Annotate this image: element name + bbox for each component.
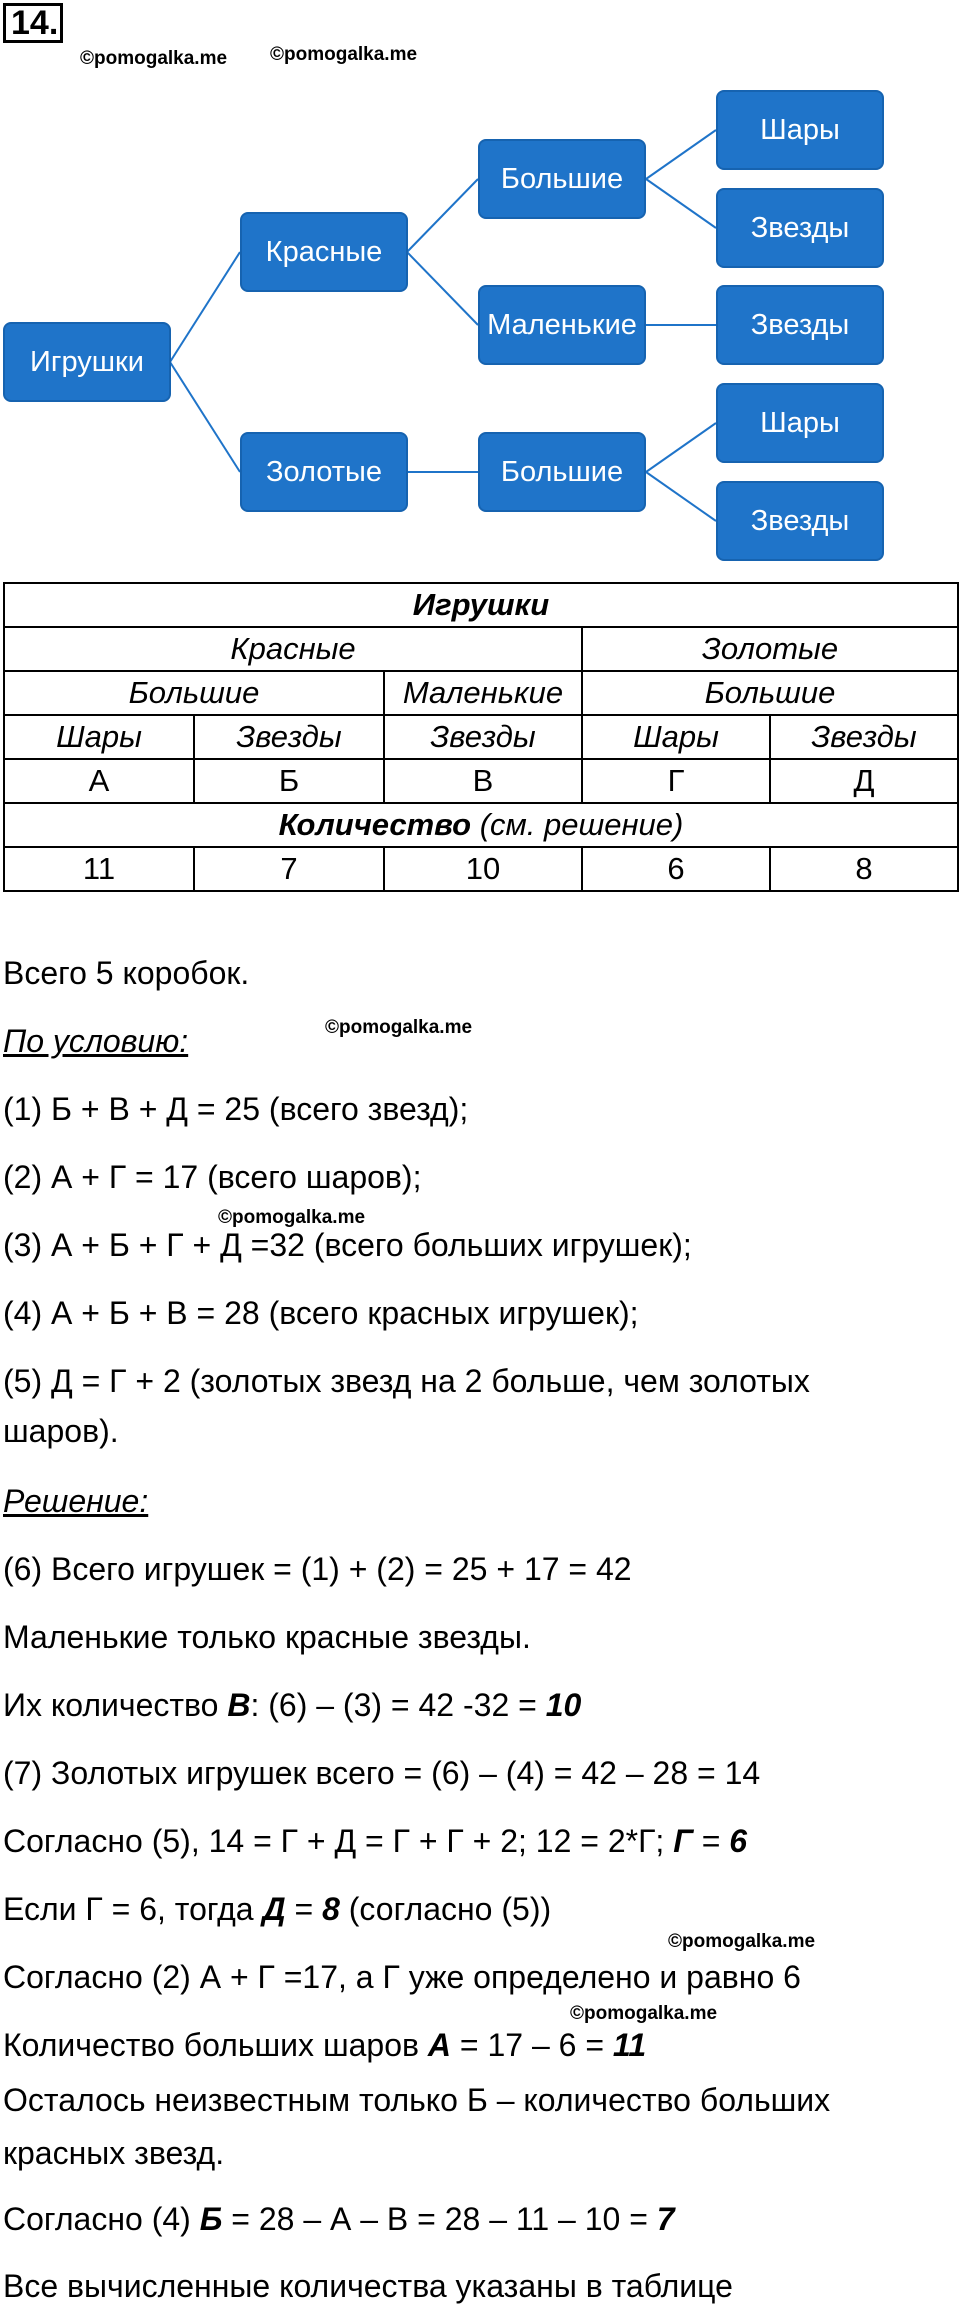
solution-b-val: 7 (656, 2201, 675, 2237)
table-header-big: Большие (4, 671, 384, 715)
condition-5b: шаров). (3, 1413, 119, 1449)
condition-5a: (5) Д = Г + 2 (золотых звезд на 2 больше, чем золотых (3, 1363, 810, 1399)
solution-b-line2: красных звезд. (3, 2135, 225, 2171)
toy-table (3, 582, 959, 892)
solution-heading: Решение: (3, 1483, 149, 1519)
table-header-gold: Золотые (582, 627, 958, 671)
table-kind: Звезды (770, 715, 958, 759)
table-kind: Шары (582, 715, 770, 759)
solution-d (3, 1889, 551, 1929)
solution-d-post: (согласно (5)) (339, 1891, 552, 1927)
tree-leaf: Звезды (716, 481, 884, 561)
table-header-big-gold: Большие (582, 671, 958, 715)
tree-leaf: Шары (716, 383, 884, 463)
condition-2: (2) А + Г = 17 (всего шаров); (3, 1159, 422, 1195)
text-total: Всего 5 коробок. (3, 955, 250, 991)
table-letter: Г (582, 759, 770, 803)
tree-leaf: Звезды (716, 285, 884, 365)
solution-a-mid: = 17 – 6 = (451, 2027, 613, 2063)
tree-node-red: Красные (240, 212, 408, 292)
solution-v (3, 1685, 581, 1725)
watermark: ©pomogalka.me (570, 2003, 718, 2024)
solution-small: Маленькие только красные звезды. (3, 1619, 531, 1655)
solution-7: (7) Золотых игрушек всего = (6) – (4) = 42 – 28 = 14 (3, 1755, 761, 1791)
tree-node-red-big: Большие (478, 139, 646, 219)
solution-a-line: Согласно (2) А + Г =17, а Г уже определено и равно 6 (3, 1959, 801, 1995)
solution-g-eq: = (692, 1823, 730, 1859)
tree-node-gold-big: Большие (478, 432, 646, 512)
table-kind: Шары (4, 715, 194, 759)
table-letter: Б (194, 759, 384, 803)
tree-node-root: Игрушки (3, 322, 171, 402)
solution-b-mid: = 28 – А – В = 28 – 11 – 10 = (222, 2201, 657, 2237)
solution-g (3, 1821, 747, 1861)
solution-v-mid: : (6) – (3) = 42 -32 = (250, 1687, 546, 1723)
table-letter: Д (770, 759, 958, 803)
solution-g-pre: Согласно (5), 14 = Г + Д = Г + Г + 2; 12 = 2*Г; (3, 1823, 674, 1859)
solution-g-val: 6 (729, 1823, 748, 1859)
table-header-small: Маленькие (384, 671, 582, 715)
solution-b-line1: Осталось неизвестным только Б – количество больших (3, 2082, 831, 2118)
solution-6: (6) Всего игрушек = (1) + (2) = 25 + 17 = 42 (3, 1551, 632, 1587)
condition-3: (3) А + Б + Г + Д =32 (всего больших игрушек); (3, 1227, 692, 1263)
tree-node-red-small: Маленькие (478, 285, 646, 365)
problem-number: 14. (3, 3, 63, 43)
count-note: (см. решение) (479, 807, 684, 842)
condition-heading: По условию: (3, 1023, 189, 1059)
tree-leaf: Звезды (716, 188, 884, 268)
solution-a-pre: Количество больших шаров (3, 2027, 428, 2063)
solution-d-val: 8 (322, 1891, 340, 1927)
solution-d-var: Д (262, 1891, 286, 1927)
tree-node-gold: Золотые (240, 432, 408, 512)
table-kind: Звезды (194, 715, 384, 759)
table-count: 11 (4, 847, 194, 891)
solution-d-pre: Если Г = 6, тогда (3, 1891, 263, 1927)
table-count: 7 (194, 847, 384, 891)
watermark: ©pomogalka.me (218, 1207, 366, 1228)
table-count: 10 (384, 847, 582, 891)
solution-g-var: Г (673, 1823, 693, 1859)
solution-a (3, 2025, 646, 2065)
condition-1: (1) Б + В + Д = 25 (всего звезд); (3, 1091, 469, 1127)
table-title: Игрушки (4, 583, 958, 627)
final-note: Все вычисленные количества указаны в таблице (3, 2268, 733, 2304)
count-label: Количество (278, 807, 472, 842)
table-letter: В (384, 759, 582, 803)
tree-leaf: Шары (716, 90, 884, 170)
solution-a-var: А (427, 2027, 451, 2063)
condition-4: (4) А + Б + В = 28 (всего красных игрушек); (3, 1295, 639, 1331)
solution-a-val: 11 (612, 2027, 647, 2063)
watermark: ©pomogalka.me (80, 48, 228, 69)
table-letter: А (4, 759, 194, 803)
solution-b (3, 2199, 675, 2239)
table-header-red: Красные (4, 627, 582, 671)
table-kind: Звезды (384, 715, 582, 759)
solution-b-var: Б (199, 2201, 223, 2237)
table-count: 6 (582, 847, 770, 891)
solution-d-eq: = (285, 1891, 323, 1927)
watermark: ©pomogalka.me (325, 1017, 473, 1038)
solution-v-pre: Их количество (3, 1687, 228, 1723)
table-count-header (4, 803, 958, 847)
solution-v-val: 10 (545, 1687, 582, 1723)
watermark: ©pomogalka.me (270, 44, 418, 65)
solution-v-var: В (227, 1687, 251, 1723)
table-count: 8 (770, 847, 958, 891)
watermark: ©pomogalka.me (668, 1931, 816, 1952)
solution-b-pre: Согласно (4) (3, 2201, 200, 2237)
